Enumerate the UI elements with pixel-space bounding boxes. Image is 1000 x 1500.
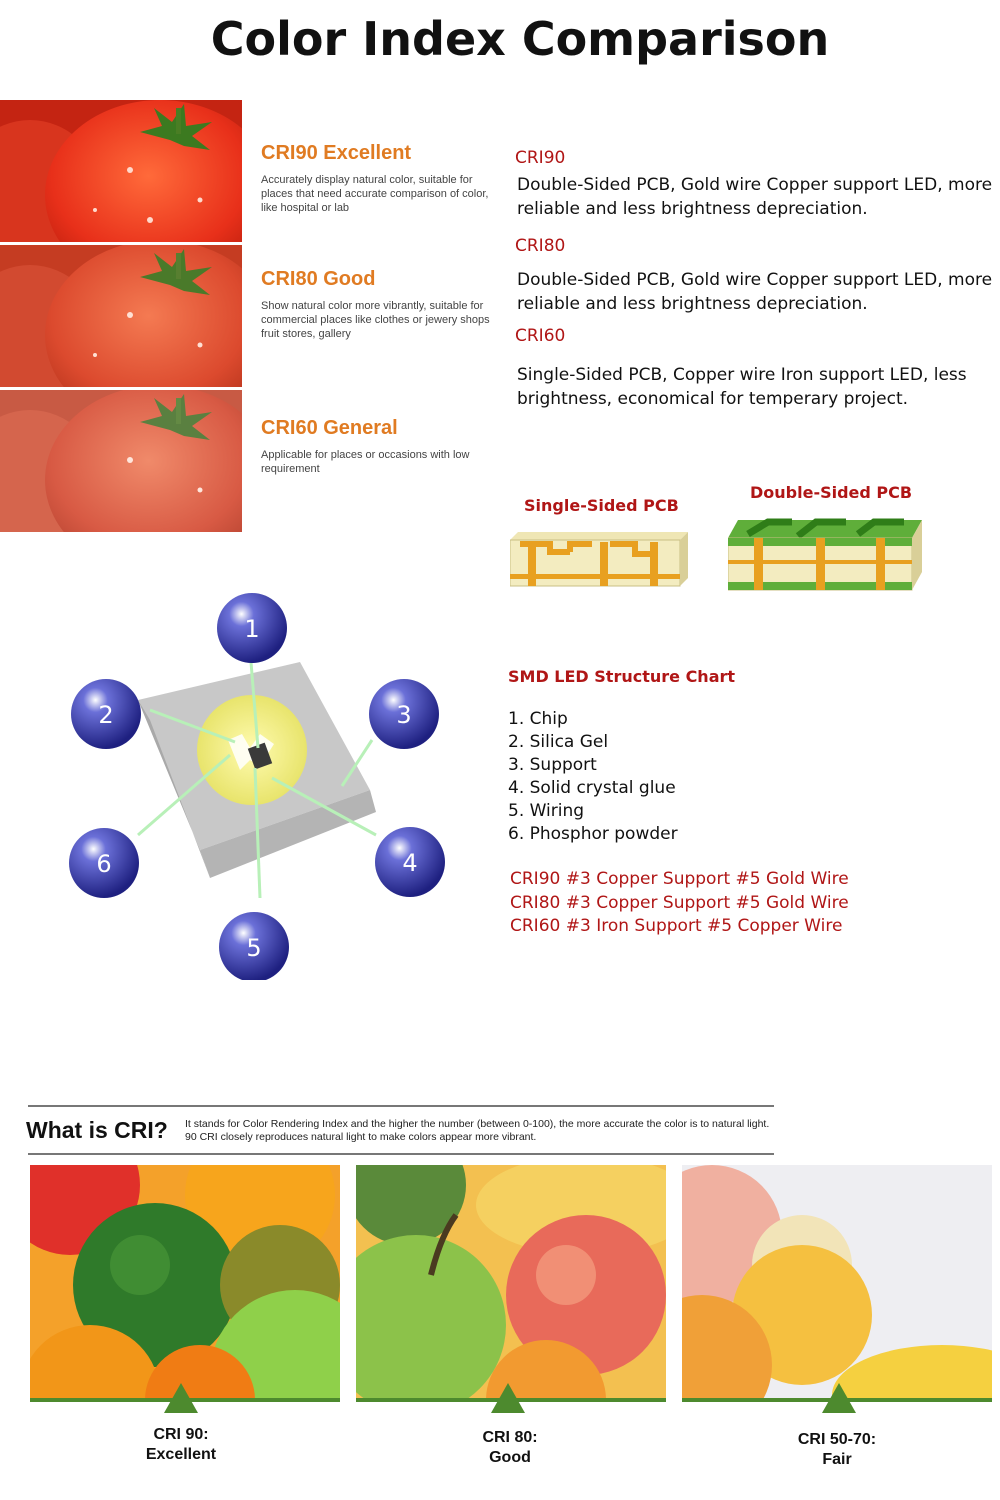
- spec-label-cri80: CRI80: [515, 236, 566, 256]
- part-item: 1. Chip: [508, 709, 568, 729]
- bubble-label-5: 5: [246, 934, 262, 962]
- cri90-info: [261, 142, 506, 215]
- parts-list: [508, 708, 678, 846]
- cri90-description: Accurately display natural color, suitable for places that need accurate comparison of color, like hospital or lab: [261, 174, 489, 214]
- fruit-image-cri90: [30, 1165, 340, 1402]
- cri90-heading: CRI90 Excellent: [261, 142, 412, 164]
- part-item: 6. Phosphor powder: [508, 824, 678, 844]
- cri-material-notes: [510, 868, 849, 939]
- fruit-label-line1: CRI 80:: [482, 1429, 538, 1446]
- what-is-cri-text: It stands for Color Rendering Index and the higher the number (between 0-100), the more accurate the color is to natural light. 90 CRI closely reproduces natural light to make colors appear more vibrant.: [185, 1118, 770, 1143]
- pointer-triangle: [822, 1383, 856, 1413]
- divider-top: [28, 1105, 774, 1107]
- note-cri80: CRI80 #3 Copper Support #5 Gold Wire: [510, 892, 849, 913]
- fruit-label-line1: CRI 90:: [153, 1426, 209, 1443]
- tomato-image-cri80: [0, 245, 242, 387]
- pointer-triangle: [164, 1383, 198, 1413]
- fruit-image-cri50-70: [682, 1165, 992, 1402]
- note-cri90: CRI90 #3 Copper Support #5 Gold Wire: [510, 869, 849, 889]
- spec-label-cri90: CRI90: [515, 148, 566, 168]
- cri60-info: [261, 417, 506, 476]
- part-item: 5. Wiring: [508, 801, 585, 821]
- cri60-heading: CRI60 General: [261, 417, 398, 439]
- bubble-label-2: 2: [98, 701, 114, 729]
- single-pcb-label: Single-Sided PCB: [524, 496, 679, 515]
- part-item: 3. Support: [508, 755, 597, 775]
- fruit-label-cri50-70: [737, 1430, 937, 1470]
- spec-text-cri60: Single-Sided PCB, Copper wire Iron support LED, less brightness, economical for temperary project.: [517, 365, 967, 409]
- page-title: Color Index Comparison: [210, 12, 830, 66]
- divider-bottom: [28, 1153, 774, 1155]
- pointer-triangle: [491, 1383, 525, 1413]
- cri80-info: [261, 268, 506, 341]
- bubble-label-3: 3: [396, 701, 412, 729]
- bubble-label-6: 6: [96, 850, 112, 878]
- spec-text-cri80: Double-Sided PCB, Gold wire Copper support LED, more reliable and less brightness depreciation.: [517, 270, 993, 314]
- fruit-label-cri80: [410, 1428, 610, 1468]
- bubble-label-4: 4: [402, 849, 418, 877]
- fruit-image-cri80: [356, 1165, 666, 1402]
- cri80-heading: CRI80 Good: [261, 268, 376, 290]
- cri80-description: Show natural color more vibrantly, suitable for commercial places like clothes or jewery shops fruit stores, gallery: [261, 300, 490, 340]
- fruit-label-cri90: [81, 1425, 281, 1465]
- single-pcb-illustration: [510, 530, 690, 596]
- double-pcb-illustration: [728, 512, 924, 600]
- tomato-image-cri90: [0, 100, 242, 242]
- what-is-cri-heading: What is CRI?: [26, 1117, 168, 1143]
- bubble-label-1: 1: [244, 615, 260, 643]
- note-cri60: CRI60 #3 Iron Support #5 Copper Wire: [510, 916, 843, 936]
- structure-chart-title: SMD LED Structure Chart: [508, 667, 736, 686]
- double-pcb-label: Double-Sided PCB: [750, 483, 913, 502]
- spec-label-cri60: CRI60: [515, 326, 566, 346]
- fruit-label-line2: Good: [489, 1449, 531, 1466]
- fruit-label-line2: Excellent: [145, 1446, 217, 1463]
- part-item: 2. Silica Gel: [508, 732, 609, 752]
- fruit-label-line1: CRI 50-70:: [797, 1431, 877, 1448]
- tomato-image-cri60: [0, 390, 242, 532]
- spec-text-cri90: Double-Sided PCB, Gold wire Copper support LED, more reliable and less brightness depreciation.: [517, 175, 993, 219]
- smd-led-diagram: [60, 590, 460, 980]
- fruit-label-line2: Fair: [822, 1451, 852, 1468]
- cri60-description: Applicable for places or occasions with low requirement: [261, 449, 470, 475]
- part-item: 4. Solid crystal glue: [508, 778, 676, 798]
